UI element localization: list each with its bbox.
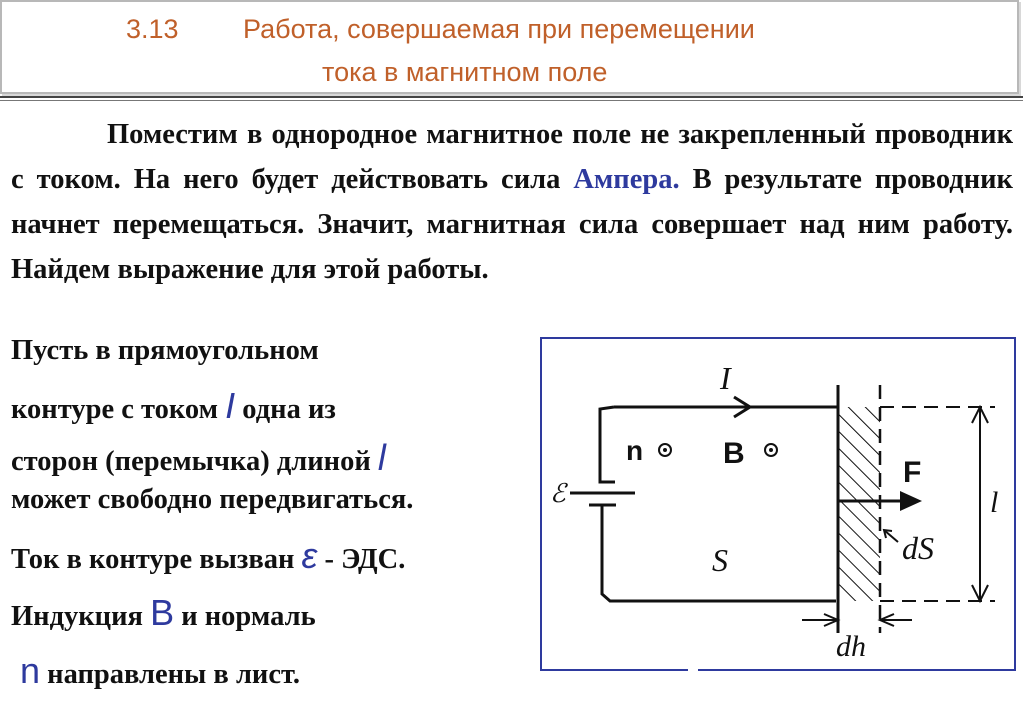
n-into-page-dot	[663, 448, 667, 452]
emf-symbol: ε	[301, 535, 318, 576]
b-into-page-dot	[769, 448, 773, 452]
current-label: I	[720, 360, 731, 396]
ampere-term: Ампера.	[573, 164, 680, 195]
line-5-text-b: - ЭДС.	[317, 544, 406, 575]
text-line-7	[20, 650, 300, 692]
n-label: n	[626, 435, 644, 466]
dh-label: dh	[836, 630, 866, 663]
line-6-text-b: и нормаль	[174, 601, 316, 632]
wire-left-top	[600, 407, 615, 482]
text-line-3	[11, 437, 386, 479]
line-2-text-b: одна из	[235, 394, 336, 425]
text-line-1	[11, 335, 319, 367]
b-label: B	[723, 437, 745, 470]
text-line-4	[11, 484, 413, 516]
current-symbol: I	[225, 385, 236, 426]
line-5-text-a: Ток в контуре вызван	[11, 544, 302, 575]
line-4-text: может свободно передвигаться.	[11, 484, 414, 515]
text-line-5	[11, 535, 405, 577]
length-label: l	[990, 486, 999, 519]
circuit-figure	[540, 337, 1016, 671]
line-6-text-a: Индукция	[11, 601, 151, 632]
area-label: S	[712, 542, 728, 578]
line-7-text: направлены в лист.	[40, 659, 300, 690]
line-2-text-a: контуре с током	[11, 394, 226, 425]
line-1-text: Пусть в прямоугольном	[11, 335, 319, 366]
title-line-1: Работа, совершаемая при перемещении	[243, 14, 755, 44]
divider-thin	[0, 100, 1023, 101]
force-arrow-head	[900, 491, 922, 511]
frame-gap	[688, 655, 698, 671]
title-line-2: тока в магнитном поле	[322, 57, 608, 87]
length-symbol: l	[377, 437, 386, 478]
text-line-6	[11, 592, 316, 634]
emf-label: ℰ	[550, 479, 566, 508]
normal-symbol: n	[20, 650, 41, 691]
text-line-2	[11, 385, 336, 427]
divider-thick	[0, 96, 1023, 98]
section-number: 3.13	[126, 14, 179, 44]
line-3-text: сторон (перемычка) длиной	[11, 446, 378, 477]
force-label: F	[903, 456, 922, 489]
paragraph-part-2: В результате проводник начнет перемещаться. Значит, магнитная сила совершает над ним работу. Найдем выражение для этой работы.	[11, 164, 1013, 285]
ds-label: dS	[902, 530, 934, 566]
hatched-area	[838, 407, 880, 601]
paragraph-part-1: Поместим в однородное магнитное поле не закрепленный проводник с током. На него будет действовать сила	[11, 119, 1013, 195]
induction-symbol: B	[150, 592, 175, 633]
intro-paragraph	[11, 112, 1013, 292]
